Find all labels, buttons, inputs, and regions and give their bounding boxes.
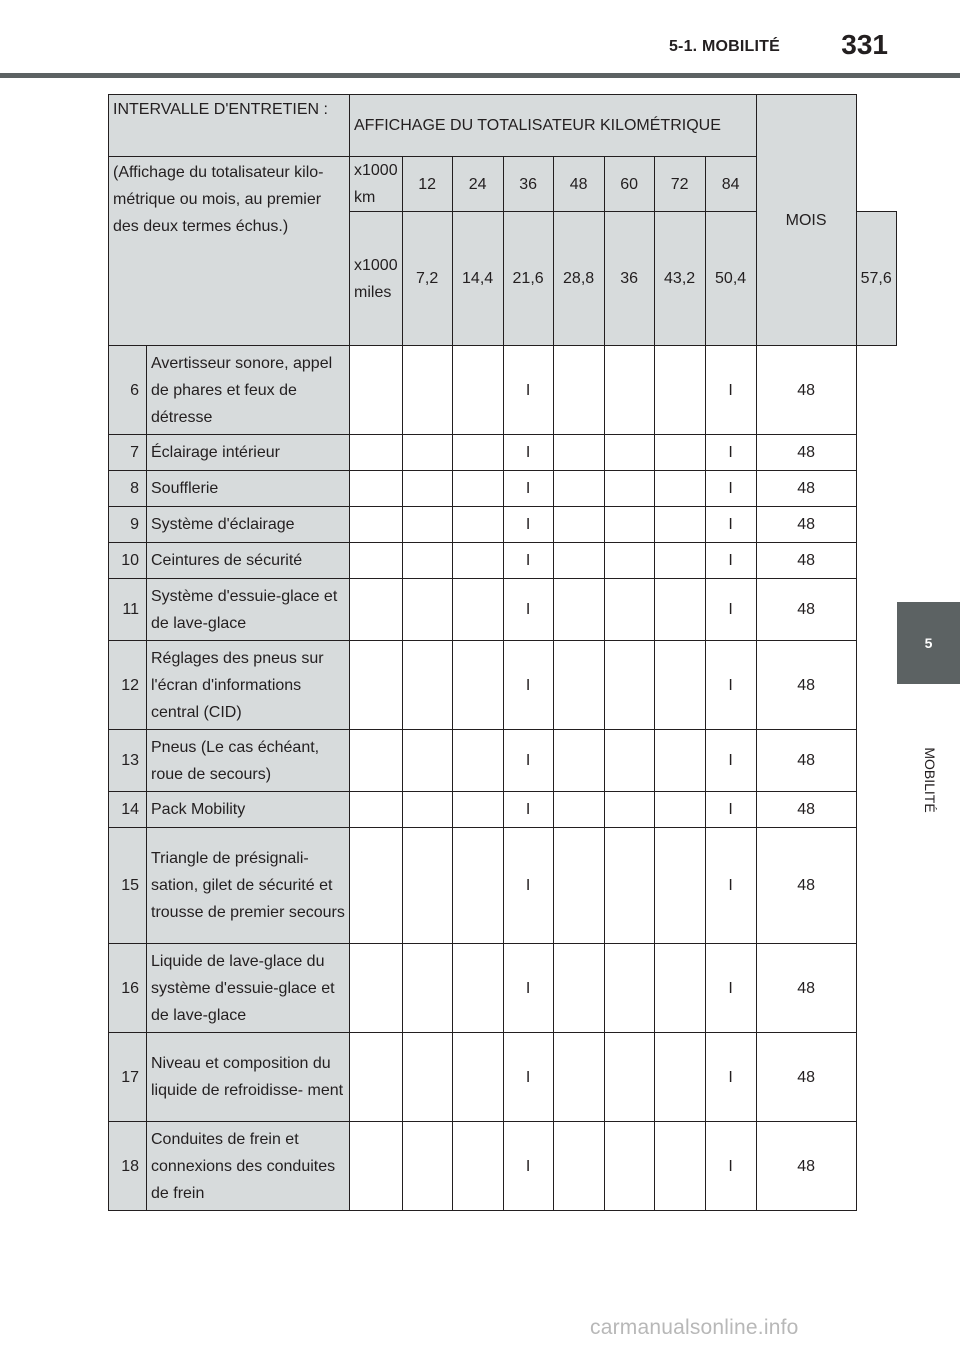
- row-months: 48: [756, 543, 856, 579]
- check-mark: I: [705, 730, 756, 792]
- check-mark: I: [503, 944, 553, 1033]
- check-mark: I: [705, 346, 756, 435]
- table-row: [109, 730, 897, 792]
- chapter-label: MOBILITÉ: [922, 747, 938, 813]
- row-number: 12: [109, 641, 147, 730]
- check-mark: I: [705, 828, 756, 944]
- miles-value: 43,2: [654, 212, 705, 346]
- odometer-label: AFFICHAGE DU TOTALISATEUR KILOMÉTRIQUE: [350, 95, 757, 157]
- km-value: 60: [604, 157, 654, 212]
- row-months: 48: [756, 507, 856, 543]
- check-mark: I: [503, 507, 553, 543]
- interval-label: INTERVALLE D'ENTRETIEN :: [109, 95, 350, 157]
- row-months: 48: [756, 1122, 856, 1211]
- miles-value: 36: [604, 212, 654, 346]
- km-value: 36: [503, 157, 553, 212]
- check-mark: I: [503, 435, 553, 471]
- km-value: 12: [402, 157, 452, 212]
- row-months: 48: [756, 944, 856, 1033]
- maintenance-table: [108, 94, 897, 1211]
- row-number: 14: [109, 792, 147, 828]
- row-item: Liquide de lave-glace du système d'essuie-glace et de lave-glace: [147, 944, 350, 1033]
- row-item: Avertisseur sonore, appel de phares et feux de détresse: [147, 346, 350, 435]
- table-row: [109, 346, 897, 435]
- row-number: 18: [109, 1122, 147, 1211]
- km-value: 72: [654, 157, 705, 212]
- miles-value: 50,4: [705, 212, 756, 346]
- check-mark: I: [705, 435, 756, 471]
- section-title: 5-1. MOBILITÉ: [668, 38, 780, 55]
- watermark: carmanualsonline.info: [590, 1316, 799, 1339]
- check-mark: I: [503, 579, 553, 641]
- row-item: Triangle de présignali- sation, gilet de sécurité et trousse de premier secours: [147, 828, 350, 944]
- table-row: [109, 1122, 897, 1211]
- check-mark: I: [705, 579, 756, 641]
- miles-value: 14,4: [452, 212, 503, 346]
- chapter-number: 5: [924, 635, 933, 651]
- table-row: [109, 579, 897, 641]
- row-number: 15: [109, 828, 147, 944]
- row-item: Conduites de frein et connexions des conduites de frein: [147, 1122, 350, 1211]
- row-number: 13: [109, 730, 147, 792]
- row-item: Ceintures de sécurité: [147, 543, 350, 579]
- interval-note: (Affichage du totalisateur kilo- métrique ou mois, au premier des deux termes échus.): [109, 157, 350, 346]
- row-months: 48: [756, 346, 856, 435]
- chapter-tab: [897, 602, 960, 684]
- check-mark: I: [705, 1033, 756, 1122]
- page-header: [0, 0, 960, 80]
- row-item: Pneus (Le cas échéant, roue de secours): [147, 730, 350, 792]
- miles-value: 57,6: [856, 212, 896, 346]
- row-item: Système d'éclairage: [147, 507, 350, 543]
- months-label: MOIS: [756, 95, 856, 346]
- check-mark: I: [503, 471, 553, 507]
- row-number: 7: [109, 435, 147, 471]
- row-number: 10: [109, 543, 147, 579]
- row-item: Niveau et composition du liquide de refroidisse- ment: [147, 1033, 350, 1122]
- row-item: Réglages des pneus sur l'écran d'informations central (CID): [147, 641, 350, 730]
- page-number: 331: [841, 29, 888, 60]
- row-months: 48: [756, 579, 856, 641]
- check-mark: I: [705, 792, 756, 828]
- miles-unit: x1000 miles: [350, 212, 403, 346]
- row-item: Système d'essuie-glace et de lave-glace: [147, 579, 350, 641]
- check-mark: I: [705, 641, 756, 730]
- row-number: 9: [109, 507, 147, 543]
- km-unit: x1000 km: [350, 157, 403, 212]
- check-mark: I: [503, 792, 553, 828]
- row-months: 48: [756, 792, 856, 828]
- row-months: 48: [756, 1033, 856, 1122]
- row-months: 48: [756, 730, 856, 792]
- check-mark: I: [503, 730, 553, 792]
- row-number: 11: [109, 579, 147, 641]
- check-mark: I: [705, 543, 756, 579]
- check-mark: I: [705, 471, 756, 507]
- row-number: 6: [109, 346, 147, 435]
- table-row: [109, 1033, 897, 1122]
- table-header-row: [109, 95, 897, 157]
- table-row: [109, 828, 897, 944]
- row-months: 48: [756, 435, 856, 471]
- miles-value: 21,6: [503, 212, 553, 346]
- check-mark: I: [705, 1122, 756, 1211]
- row-number: 8: [109, 471, 147, 507]
- check-mark: I: [705, 507, 756, 543]
- check-mark: I: [503, 1122, 553, 1211]
- row-number: 16: [109, 944, 147, 1033]
- check-mark: I: [503, 828, 553, 944]
- row-item: Pack Mobility: [147, 792, 350, 828]
- km-value: 84: [705, 157, 756, 212]
- table-row: [109, 435, 897, 471]
- row-months: 48: [756, 471, 856, 507]
- maintenance-table-wrap: [108, 94, 897, 1211]
- check-mark: I: [503, 641, 553, 730]
- table-row: [109, 792, 897, 828]
- table-row: [109, 471, 897, 507]
- table-row: [109, 507, 897, 543]
- check-mark: I: [503, 1033, 553, 1122]
- miles-value: 28,8: [553, 212, 604, 346]
- header-rule: [0, 73, 960, 78]
- km-value: 48: [553, 157, 604, 212]
- check-mark: I: [503, 543, 553, 579]
- row-number: 17: [109, 1033, 147, 1122]
- row-months: 48: [756, 828, 856, 944]
- check-mark: I: [705, 944, 756, 1033]
- miles-value: 7,2: [402, 212, 452, 346]
- table-row: [109, 944, 897, 1033]
- check-mark: I: [503, 346, 553, 435]
- km-value: 24: [452, 157, 503, 212]
- row-item: Éclairage intérieur: [147, 435, 350, 471]
- table-row: [109, 641, 897, 730]
- row-item: Soufflerie: [147, 471, 350, 507]
- row-months: 48: [756, 641, 856, 730]
- table-row: [109, 543, 897, 579]
